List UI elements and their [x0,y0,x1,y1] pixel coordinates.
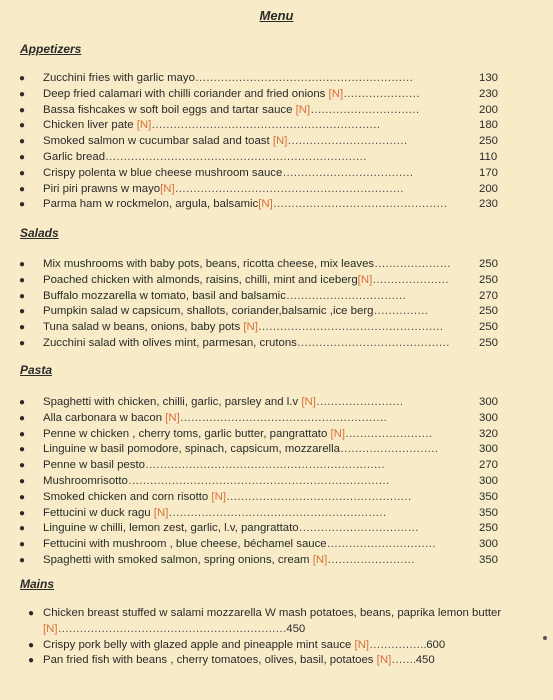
menu-item [0,395,553,411]
page-title: Menu [259,8,294,23]
item-name: Garlic bread [43,150,106,163]
item-name: Smoked salmon w cucumbar salad and toast [43,135,273,148]
bullet-icon: ● [19,475,26,487]
menu-item [0,197,553,213]
leader-dots: ………………………………………… [272,198,448,211]
item-name: Smoked chicken and corn risotto [43,490,212,503]
item-price: 300 [479,538,499,551]
item-name: Piri piri prawns w mayo [43,182,161,195]
leader-dots: ……. [391,654,416,667]
item-price: 250 [479,522,499,535]
nut-tag: [N] [243,321,258,334]
leader-dots: ………………………………………………… [179,411,387,424]
nut-tag: [N] [258,198,273,211]
menu-item [0,103,553,119]
item-price: 320 [479,427,499,440]
item-name: Linguine w chilli, lemon zest, garlic, l.v, pangrattato [43,522,299,535]
nut-tag: [N] [43,622,58,635]
section-heading-appetizers: Appetizers [20,42,82,56]
bullet-icon: ● [19,136,26,148]
item-name: Mushroomrisotto [43,474,128,487]
section-heading-mains: Mains [20,577,55,591]
item-name: Penne w chicken , cherry toms, garlic butter, pangrattato [43,427,331,440]
leader-dots: ……………………………………………………………… [127,474,390,487]
leader-dots: ……………………………………………………………… [105,150,367,163]
menu-item [0,71,553,87]
item-price: 300 [479,474,499,487]
menu-item [0,411,553,427]
nut-tag: [N] [295,103,311,116]
leader-dots: ………………………… [310,103,420,116]
leader-dots: ……………. [369,638,427,651]
item-price: 200 [479,103,499,116]
bullet-icon: ● [19,337,26,349]
item-price: 250 [479,321,499,334]
leader-dots: …………………………………… [296,336,450,349]
bullet-icon: ● [28,608,35,619]
item-name: Crispy polenta w blue cheese mushroom sauce [43,166,283,179]
item-price: 300 [479,443,499,456]
item-name: Spaghetti with chicken, chilli, garlic, parsley and l.v [43,396,302,408]
menu-item [0,336,553,352]
bullet-icon: ● [19,306,26,318]
bullet-icon: ● [19,322,26,334]
section-heading-pasta: Pasta [20,363,53,377]
leader-dots: ………………… [374,258,451,270]
bullet-icon: ● [19,151,26,163]
item-name: Chicken breast stuffed w salami mozzarella W mash potatoes, beans, paprika lemon butter [43,607,502,619]
leader-dots: ……………………………………………………… [57,622,287,635]
salads-list [0,257,553,352]
bullet-icon: ● [19,104,26,116]
item-price: 450 [286,622,306,635]
appetizers-list [0,71,553,213]
item-name: Fettucini with mushroom , blue cheese, béchamel sauce [43,538,327,551]
menu-item [0,134,553,150]
bullet-icon: ● [19,444,26,456]
mains-list [0,606,553,669]
item-price: 350 [479,506,499,519]
paper-speck [543,636,547,640]
menu-item [0,118,553,134]
bullet-icon: ● [19,523,26,535]
leader-dots: …………………………… [285,289,406,302]
item-name: Buffalo mozzarella w tomato, basil and balsamic [43,289,286,302]
item-price: 110 [479,150,498,163]
item-name: Linguine w basil pomodore, spinach, capsicum, mozzarella [43,443,340,456]
bullet-icon: ● [19,554,26,566]
item-price: 180 [479,119,499,132]
item-name: Zucchini fries with garlic mayo [43,72,195,84]
bullet-icon: ● [19,274,26,286]
item-price: 300 [479,396,499,408]
bullet-icon: ● [19,88,26,100]
menu-item [0,653,553,669]
item-price: 230 [479,198,499,211]
leader-dots: …………………………………………………… [194,72,413,84]
menu-item [0,150,553,166]
leader-dots: ………………… [372,273,449,286]
leader-dots: ………………………………………………………… [144,459,385,472]
leader-dots: ……………………………………………………… [151,119,380,132]
menu-item [0,474,553,490]
menu-item [0,506,553,522]
item-name: Deep fried calamari with chilli coriander and fried onions [43,87,329,100]
item-name: Crispy pork belly with glazed apple and pineapple mint sauce [43,638,355,651]
item-name: Poached chicken with almonds, raisins, chilli, mint and iceberg [43,273,358,286]
item-price: 130 [479,72,499,84]
leader-dots: …………………………………………… [257,321,444,334]
nut-tag: [N] [153,506,169,519]
item-name: Mix mushrooms with baby pots, beans, ricotta cheese, mix leaves [43,258,375,270]
nut-tag: [N] [160,182,175,195]
leader-dots: …………………………… [298,522,419,535]
bullet-icon: ● [19,491,26,503]
item-price: 200 [479,182,499,195]
menu-item [0,537,553,553]
item-price: 270 [479,289,499,302]
bullet-icon: ● [19,259,26,270]
menu-item [0,442,553,458]
item-name: Tuna salad w beans, onions, baby pots [43,321,244,334]
leader-dots: ……………………………… [282,166,414,179]
nut-tag: [N] [330,427,346,440]
item-name: Chicken liver pate [43,119,137,132]
menu-item [0,273,553,289]
nut-tag: [N] [211,490,226,503]
leader-dots: …………… [373,305,428,318]
menu-item [0,458,553,474]
item-name: Penne w basil pesto [43,459,145,472]
item-name: Zucchini salad with olives mint, parmesan, crutons [43,336,297,349]
bullet-icon: ● [19,397,26,408]
leader-dots: …………………… [345,427,433,440]
item-name: Fettucini w duck ragu [43,506,154,519]
menu-item [0,553,553,569]
nut-tag: [N] [272,135,288,148]
bullet-icon: ● [19,120,26,132]
item-price: 250 [479,135,499,148]
bullet-icon: ● [19,507,26,519]
menu-item [0,257,553,273]
menu-item [0,490,553,506]
bullet-icon: ● [19,539,26,551]
item-price: 250 [479,336,499,349]
leader-dots: …………………… [315,396,403,408]
menu-item [0,304,553,320]
bullet-icon: ● [19,428,26,440]
leader-dots: …………………………… [287,135,408,148]
item-price: 250 [479,305,499,318]
nut-tag: [N] [136,119,152,132]
leader-dots: …………………………………………… [225,490,412,503]
bullet-icon: ● [19,290,26,302]
leader-dots: ……………………………………………………… [174,182,404,195]
bullet-icon: ● [19,412,26,424]
menu-item [0,87,553,103]
item-name: Spaghetti with smoked salmon, spring onions, cream [43,553,313,566]
item-name: Pumpkin salad w capsicum, shallots, coriander,balsamic ,ice berg [43,305,374,318]
nut-tag: [N] [165,411,180,424]
nut-tag: [N] [301,396,316,408]
bullet-icon: ● [19,73,26,84]
item-price: 450 [415,654,435,667]
item-price: 250 [479,273,499,286]
nut-tag: [N] [354,638,370,651]
nut-tag: [N] [376,654,392,667]
item-price: 350 [479,553,499,566]
nut-tag: [N] [328,87,344,100]
menu-item [0,606,553,638]
bullet-icon: ● [19,183,26,195]
menu-item [0,166,553,182]
item-name: Parma ham w rockmelon, argula, balsamic [43,198,259,211]
item-price: 170 [479,166,499,179]
nut-tag: [N] [312,553,328,566]
item-price: 230 [479,87,499,100]
pasta-list [0,395,553,569]
menu-item [0,427,553,443]
leader-dots: …………………… [327,553,415,566]
bullet-icon: ● [19,199,26,211]
item-name: Pan fried fish with beans , cherry tomatoes, olives, basil, potatoes [43,654,377,667]
leader-dots: ………………………… [326,538,436,551]
menu-item [0,521,553,537]
item-price: 600 [426,638,446,651]
menu-item [0,638,553,654]
item-price: 350 [479,490,499,503]
nut-tag: [N] [357,273,373,286]
leader-dots: ………………… [343,87,420,100]
menu-item [0,182,553,198]
item-price: 250 [479,258,499,270]
bullet-icon: ● [28,655,35,667]
menu-item [0,289,553,305]
menu-item [0,320,553,336]
bullet-icon: ● [19,460,26,472]
bullet-icon: ● [28,639,35,651]
item-price: 300 [479,411,499,424]
item-price: 270 [479,459,499,472]
item-name: Alla carbonara w bacon [43,411,166,424]
leader-dots: …………………………………………………… [168,506,387,519]
bullet-icon: ● [19,167,26,179]
section-heading-salads: Salads [20,226,59,240]
leader-dots: ……………………… [339,443,438,456]
item-name: Bassa fishcakes w soft boil eggs and tartar sauce [43,103,296,116]
